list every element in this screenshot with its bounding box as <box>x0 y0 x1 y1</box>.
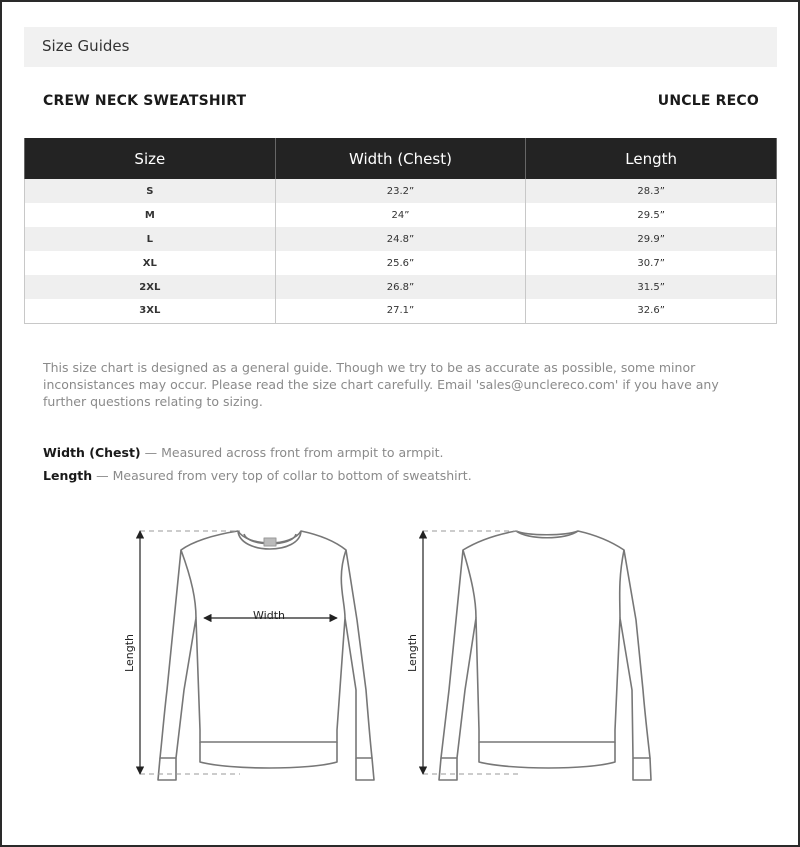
size-cell: 3XL <box>25 299 276 323</box>
table-row <box>25 179 777 203</box>
width-cell: 23.2” <box>275 179 526 203</box>
width-label: Width <box>253 609 285 622</box>
disclaimer-text: This size chart is designed as a general guide. Though we try to be as accurate as possible, some minor inconsistances may occur. Please read the size chart carefully. Email 'sales@unclereco.com' if you have any further questions relating to sizing. <box>43 360 719 409</box>
table-row <box>25 203 777 227</box>
product-name: CREW NECK SWEATSHIRT <box>43 93 247 109</box>
back-sweatshirt <box>439 531 651 780</box>
table-row <box>25 275 777 299</box>
width-cell: 27.1” <box>275 299 526 323</box>
size-cell: L <box>25 227 276 251</box>
size-cell: 2XL <box>25 275 276 299</box>
width-cell: 24” <box>275 203 526 227</box>
definition-term: Width (Chest) <box>43 445 141 460</box>
size-cell: S <box>25 179 276 203</box>
length-cell: 29.5” <box>526 203 777 227</box>
sweatshirt-illustration <box>0 500 800 800</box>
size-table <box>24 138 777 324</box>
width-cell: 25.6” <box>275 251 526 275</box>
measurement-definitions <box>43 441 472 487</box>
column-header-width: Width (Chest) <box>275 138 526 179</box>
definition-desc: — Measured across front from armpit to armpit. <box>140 445 444 460</box>
front-length-label: Length <box>123 634 136 672</box>
definition-width <box>43 441 472 464</box>
table-row <box>25 251 777 275</box>
size-cell: XL <box>25 251 276 275</box>
length-cell: 28.3” <box>526 179 777 203</box>
column-header-length: Length <box>526 138 777 179</box>
length-cell: 32.6” <box>526 299 777 323</box>
definition-term: Length <box>43 468 93 483</box>
table-header-row <box>25 138 777 179</box>
definition-desc: — Measured from very top of collar to bottom of sweatshirt. <box>92 468 472 483</box>
front-sweatshirt <box>158 531 374 780</box>
length-cell: 31.5” <box>526 275 777 299</box>
brand-name: UNCLE RECO <box>657 93 759 109</box>
size-cell: M <box>25 203 276 227</box>
width-cell: 26.8” <box>275 275 526 299</box>
length-cell: 30.7” <box>526 251 777 275</box>
back-length-label: Length <box>406 634 419 672</box>
column-header-size: Size <box>25 138 276 179</box>
table-row <box>25 299 777 323</box>
length-cell: 29.9” <box>526 227 777 251</box>
width-cell: 24.8” <box>275 227 526 251</box>
definition-length <box>43 464 472 487</box>
table-row <box>25 227 777 251</box>
header-bar <box>24 27 777 67</box>
page-title: Size Guides <box>42 37 130 55</box>
